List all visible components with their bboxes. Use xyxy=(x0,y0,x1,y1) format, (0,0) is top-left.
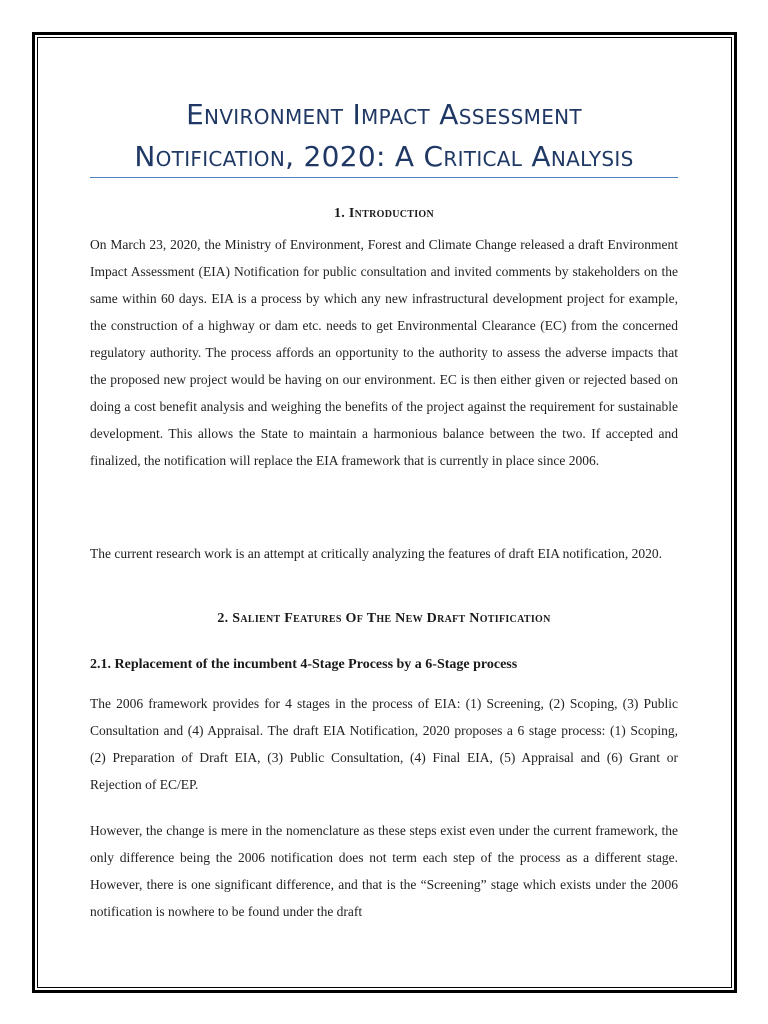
title-underline xyxy=(90,177,678,178)
section-1-heading: 1. Introduction xyxy=(333,206,435,221)
subsection-2-1-heading: 2.1. Replacement of the incumbent 4-Stage Process by a 6-Stage process xyxy=(90,657,518,672)
section-2-heading: 2. Salient Features Of The New Draft Notification xyxy=(217,611,551,626)
document-title xyxy=(90,94,678,178)
section-1-paragraph-2: The current research work is an attempt at critically analyzing the features of draft EIA notification, 2020. xyxy=(90,546,663,561)
subsection-2-1-paragraph-2: However, the change is mere in the nomenclature as these steps exist even under the current framework, the only difference being the 2006 notification does not term each step of the process as a different stage. However, there is one significant difference, and that is the “Screening” stage which exists under the 2006 notification is nowhere to be found under the draft xyxy=(90,823,678,919)
title-line-2: Notification, 2020: A Critical Analysis xyxy=(134,140,634,173)
section-1-paragraph-1: On March 23, 2020, the Ministry of Environment, Forest and Climate Change released a draft Environment Impact Assessment (EIA) Notification for public consultation and invited comments by stakeholders on the same within 60 days. EIA is a process by which any new infrastructural development project for example, the construction of a highway or dam etc. needs to get Environmental Clearance (EC) from the concerned regulatory authority. The process affords an opportunity to the authority to assess the adverse impacts that the proposed new project would be having on our environment. EC is then either given or rejected based on doing a cost benefit analysis and weighing the benefits of the project against the requirement for sustainable development. This allows the State to maintain a harmonious balance between the two. If accepted and finalized, the notification will replace the EIA framework that is currently in place since 2006. xyxy=(90,237,678,468)
title-line-1: Environment Impact Assessment xyxy=(186,98,582,131)
subsection-2-1-paragraph-1: The 2006 framework provides for 4 stages in the process of EIA: (1) Screening, (2) Scoping, (3) Public Consultation and (4) Appraisal. The draft EIA Notification, 2020 proposes a 6 stage process: (1) Scoping, (2) Preparation of Draft EIA, (3) Public Consultation, (4) Final EIA, (5) Appraisal and (6) Grant or Rejection of EC/EP. xyxy=(90,696,678,792)
